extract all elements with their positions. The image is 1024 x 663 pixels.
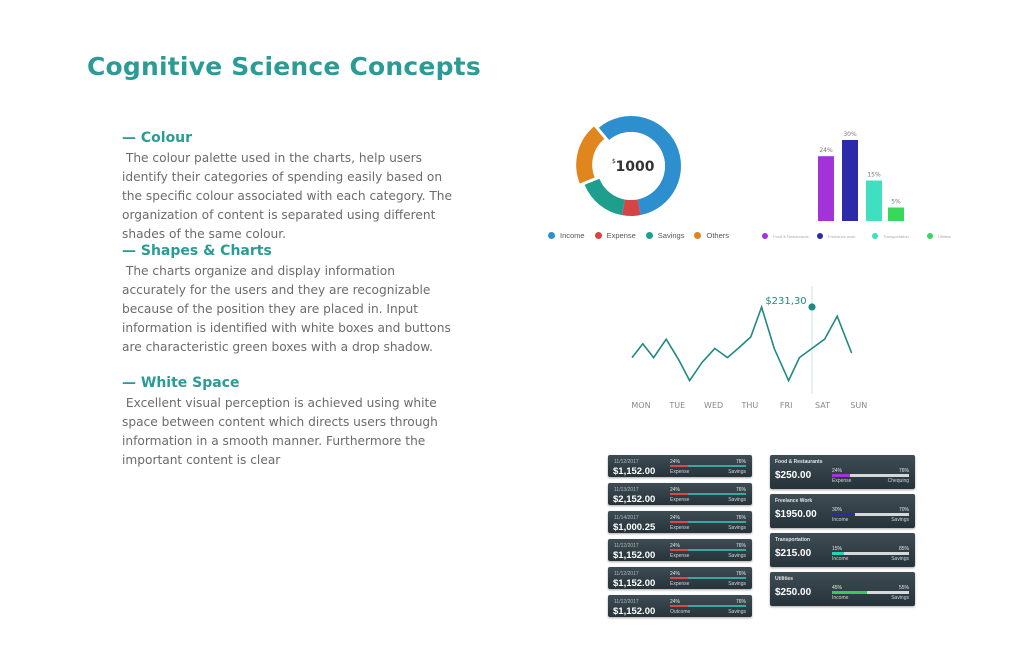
left-percent: 24% [670,599,681,605]
x-tick-label: THU [741,401,759,410]
left-label: Income [832,595,849,601]
legend-item [817,233,872,239]
legend-label: Others [706,231,729,240]
legend-label: Utilities [938,233,951,239]
right-label: Savings [728,525,746,531]
transaction-card[interactable] [608,595,752,617]
split-bar [832,513,909,516]
highlight-point[interactable] [808,303,815,310]
legend-dot [927,233,933,239]
left-percent: 30% [832,507,843,513]
category-name: Freelance Work [775,498,813,504]
right-label: Savings [728,609,746,615]
transaction-amount: $1,152.00 [613,578,656,589]
split-bar [670,577,746,579]
transaction-card[interactable] [608,511,752,533]
right-label: Chequing [887,478,909,484]
section-white-space [122,375,457,470]
split-bar-fill [670,549,688,551]
right-percent: 76% [735,515,746,521]
transaction-amount: $1,152.00 [613,606,656,617]
right-percent: 85% [898,546,909,552]
legend-label: Freelance work [828,233,856,239]
legend-label: Income [560,231,585,240]
split-bar-fill [670,493,688,495]
legend-dot [872,233,878,239]
category-card[interactable] [770,455,915,489]
left-percent: 15% [832,546,843,552]
legend-dot [762,233,768,239]
legend-item [646,231,685,240]
transaction-date: 11/12/2017 [614,543,639,549]
left-percent: 24% [832,468,843,474]
bar-legend [762,233,982,239]
category-name: Utilities [775,576,794,582]
split-bar-fill [670,605,688,607]
left-label: Expense [832,478,852,484]
left-label: Expense [670,497,690,503]
category-name: Transportation [775,537,811,543]
right-label: Savings [728,497,746,503]
legend-label: Savings [657,231,685,240]
bar [818,156,834,221]
legend-label: Transportation [883,233,909,239]
left-percent: 24% [670,487,681,493]
donut-center-currency: $ [612,158,616,165]
right-label: Savings [891,517,909,523]
transaction-amount: $1,152.00 [613,466,656,477]
split-bar-fill [670,577,688,579]
split-bar-fill [670,465,688,467]
transaction-amount: $1,152.00 [613,550,656,561]
legend-item [872,233,927,239]
left-percent: 24% [670,571,681,577]
transaction-amount: $2,152.00 [613,494,656,505]
bar-value-label: 24% [819,147,833,155]
transaction-date: 11/12/2017 [614,571,639,577]
transaction-amount: $1,000.25 [613,522,656,533]
section-heading: — Shapes & Charts [122,243,272,259]
bar-chart [805,122,915,226]
transaction-card[interactable] [608,539,752,561]
transaction-date: 11/13/2017 [614,487,639,493]
left-label: Income [832,517,849,523]
legend-item [548,231,585,240]
x-tick-label: SAT [815,401,830,410]
transaction-card[interactable] [608,483,752,505]
left-percent: 24% [670,515,681,521]
right-label: Savings [728,581,746,587]
right-percent: 76% [735,459,746,465]
section-body: The colour palette used in the charts, help users identify their categories of spending easily based on the specific colour associated with each category. The organization of content is separated using different shades of the same colour. [122,151,456,241]
right-percent: 76% [735,543,746,549]
legend-dot [694,232,701,239]
donut-slice-expense [622,199,641,216]
left-percent: 24% [670,543,681,549]
highlight-label: $231,30 [765,296,807,307]
transaction-date: 11/14/2017 [614,515,639,521]
line-chart [620,282,870,414]
left-label: Expense [670,581,690,587]
legend-label: Expense [606,231,636,240]
left-percent: 24% [670,459,681,465]
page-title: Cognitive Science Concepts [87,52,481,81]
legend-dot [595,232,602,239]
legend-dot [817,233,823,239]
bar [866,181,882,222]
line-series [632,307,852,381]
category-amount: $215.00 [775,548,812,559]
right-label: Savings [891,556,909,562]
split-bar [670,521,746,523]
category-card[interactable] [770,572,915,606]
category-amount: $250.00 [775,470,812,481]
left-label: Income [832,556,849,562]
x-tick-label: FRI [779,401,793,410]
category-amount: $250.00 [775,587,812,598]
transaction-card[interactable] [608,567,752,589]
split-bar-fill [832,474,850,477]
left-label: Expense [670,525,690,531]
split-bar [670,493,746,495]
section-body: The charts organize and display information accurately for the users and they are recognizable because of the position they are placed in. Input information is identified with white boxes and buttons are characteristic green boxes with a drop shadow. [122,264,455,354]
category-card[interactable] [770,494,915,528]
section-heading: — White Space [122,375,240,391]
section-shapes-charts [122,243,457,357]
transaction-card[interactable] [608,455,752,477]
x-tick-label: SUN [850,401,868,410]
split-bar [670,549,746,551]
x-tick-label: TUE [669,401,686,410]
left-label: Expense [670,469,690,475]
split-bar [670,465,746,467]
right-percent: 76% [735,571,746,577]
category-amount: $1950.00 [775,509,817,520]
split-bar [832,552,909,555]
right-percent: 70% [898,507,909,513]
bar [842,140,858,221]
category-card[interactable] [770,533,915,567]
section-heading: — Colour [122,130,193,146]
right-label: Savings [891,595,909,601]
donut-center-value: 1000 [615,159,655,175]
left-label: Expense [670,553,690,559]
bar-value-label: 15% [867,171,881,179]
left-label: Outcome [670,609,691,615]
bar-value-label: 30% [843,131,857,138]
category-name: Food & Restaurants [775,459,823,465]
x-tick-label: MON [631,401,651,410]
split-bar [832,474,909,477]
legend-dot [548,232,555,239]
legend-item [762,233,817,239]
split-bar [670,605,746,607]
bar-value-label: 5% [891,198,901,206]
split-bar-fill [832,513,855,516]
split-bar-fill [832,552,844,555]
right-percent: 76% [898,468,909,474]
legend-item [694,231,729,240]
right-percent: 76% [735,599,746,605]
right-label: Savings [728,553,746,559]
donut-chart [565,108,695,228]
split-bar [832,591,909,594]
bar [888,208,904,222]
x-tick-label: WED [704,401,724,410]
legend-item [595,231,636,240]
right-label: Savings [728,469,746,475]
donut-legend [548,231,739,240]
section-colour [122,130,457,244]
right-percent: 55% [898,585,909,591]
legend-dot [646,232,653,239]
legend-label: Food & Restaurants [773,233,809,239]
transaction-date: 11/12/2017 [614,599,639,605]
transaction-date: 11/12/2017 [614,459,639,465]
left-percent: 45% [832,585,843,591]
split-bar-fill [832,591,867,594]
split-bar-fill [670,521,688,523]
legend-item [927,233,982,239]
right-percent: 76% [735,487,746,493]
section-body: Excellent visual perception is achieved using white space between content which directs users through information in a smooth manner. Furthermore the important content is clear [122,396,442,467]
